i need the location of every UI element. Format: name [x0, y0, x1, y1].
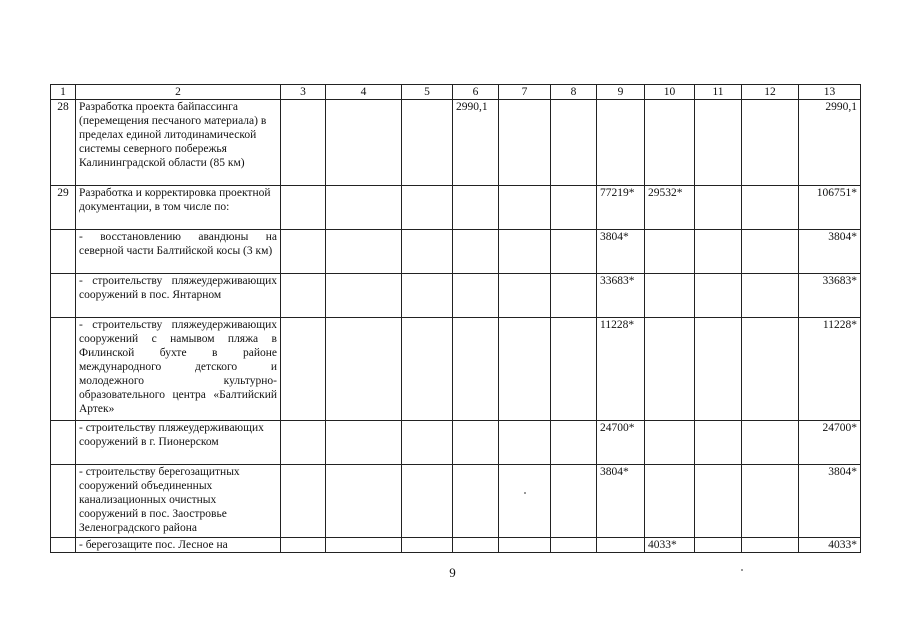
row-number — [51, 274, 76, 318]
empty-cell — [281, 100, 326, 186]
empty-cell — [326, 318, 402, 421]
row-description: Разработка и корректировка проектной документации, в том числе по: — [76, 186, 281, 230]
header-row — [51, 85, 861, 100]
empty-cell — [742, 274, 799, 318]
empty-cell — [551, 230, 597, 274]
empty-cell — [499, 465, 551, 538]
empty-cell — [742, 465, 799, 538]
empty-cell — [281, 230, 326, 274]
empty-cell — [326, 421, 402, 465]
row-description: - строительству берегозащитных сооружений объединенных канализационных очистных сооружений в пос. Заостровье Зеленоградского района — [76, 465, 281, 538]
col6-value: 2990,1 — [453, 100, 499, 186]
table-row — [51, 100, 861, 186]
col6-value — [453, 318, 499, 421]
col9-value — [597, 100, 645, 186]
row-number — [51, 421, 76, 465]
empty-cell — [695, 318, 742, 421]
empty-cell — [326, 186, 402, 230]
empty-cell — [551, 538, 597, 553]
empty-cell — [499, 186, 551, 230]
empty-cell — [402, 465, 453, 538]
header-cell: 11 — [695, 85, 742, 100]
empty-cell — [326, 538, 402, 553]
col10-value — [645, 100, 695, 186]
empty-cell — [499, 230, 551, 274]
total-value: 2990,1 — [799, 100, 861, 186]
empty-cell — [742, 100, 799, 186]
total-value: 3804* — [799, 230, 861, 274]
total-value: 11228* — [799, 318, 861, 421]
header-cell: 8 — [551, 85, 597, 100]
row-number — [51, 465, 76, 538]
empty-cell — [499, 100, 551, 186]
empty-cell — [551, 274, 597, 318]
row-description: Разработка проекта байпассинга (перемещения песчаного материала) в пределах единой литодинамической системы северного побережья Калининградской области (85 км) — [76, 100, 281, 186]
empty-cell — [499, 274, 551, 318]
empty-cell — [695, 100, 742, 186]
col6-value — [453, 465, 499, 538]
col9-value: 3804* — [597, 465, 645, 538]
empty-cell — [281, 318, 326, 421]
scan-speck — [524, 492, 526, 494]
header-cell: 2 — [76, 85, 281, 100]
row-description: - строительству пляжеудерживающих сооружений с намывом пляжа в Филинской бухте в районе международного детского и молодежного культурно-образовательного центра «Балтийский Артек» — [76, 318, 281, 421]
empty-cell — [695, 421, 742, 465]
empty-cell — [695, 230, 742, 274]
empty-cell — [326, 274, 402, 318]
empty-cell — [281, 538, 326, 553]
table-row — [51, 186, 861, 230]
col6-value — [453, 421, 499, 465]
total-value: 3804* — [799, 465, 861, 538]
empty-cell — [551, 318, 597, 421]
col6-value — [453, 186, 499, 230]
row-description: - восстановлению авандюны на северной части Балтийской косы (3 км) — [76, 230, 281, 274]
table-row — [51, 274, 861, 318]
empty-cell — [402, 274, 453, 318]
empty-cell — [402, 100, 453, 186]
col10-value: 29532* — [645, 186, 695, 230]
empty-cell — [742, 230, 799, 274]
header-cell: 7 — [499, 85, 551, 100]
col9-value: 77219* — [597, 186, 645, 230]
empty-cell — [281, 274, 326, 318]
col9-value: 33683* — [597, 274, 645, 318]
empty-cell — [551, 421, 597, 465]
empty-cell — [402, 538, 453, 553]
col10-value — [645, 274, 695, 318]
col6-value — [453, 230, 499, 274]
table-row — [51, 230, 861, 274]
row-number — [51, 318, 76, 421]
header-cell: 5 — [402, 85, 453, 100]
col6-value — [453, 538, 499, 553]
empty-cell — [326, 465, 402, 538]
empty-cell — [281, 186, 326, 230]
total-value: 24700* — [799, 421, 861, 465]
empty-cell — [551, 186, 597, 230]
empty-cell — [402, 421, 453, 465]
budget-table — [50, 84, 861, 553]
header-cell: 12 — [742, 85, 799, 100]
row-number — [51, 538, 76, 553]
header-cell: 13 — [799, 85, 861, 100]
header-cell: 3 — [281, 85, 326, 100]
col9-value: 3804* — [597, 230, 645, 274]
table-row — [51, 421, 861, 465]
empty-cell — [326, 100, 402, 186]
page-number: 9 — [449, 565, 456, 580]
total-value: 106751* — [799, 186, 861, 230]
empty-cell — [551, 465, 597, 538]
empty-cell — [281, 465, 326, 538]
col10-value — [645, 230, 695, 274]
empty-cell — [742, 538, 799, 553]
header-cell: 10 — [645, 85, 695, 100]
row-number: 28 — [51, 100, 76, 186]
empty-cell — [326, 230, 402, 274]
empty-cell — [742, 186, 799, 230]
col9-value: 24700* — [597, 421, 645, 465]
col10-value: 4033* — [645, 538, 695, 553]
row-description: - строительству пляжеудерживающих сооружений в г. Пионерском — [76, 421, 281, 465]
empty-cell — [695, 538, 742, 553]
col10-value — [645, 465, 695, 538]
empty-cell — [402, 318, 453, 421]
empty-cell — [742, 421, 799, 465]
header-cell: 9 — [597, 85, 645, 100]
empty-cell — [281, 421, 326, 465]
empty-cell — [499, 538, 551, 553]
header-cell: 1 — [51, 85, 76, 100]
scan-speck — [741, 569, 743, 571]
col6-value — [453, 274, 499, 318]
empty-cell — [742, 318, 799, 421]
total-value: 4033* — [799, 538, 861, 553]
total-value: 33683* — [799, 274, 861, 318]
empty-cell — [695, 186, 742, 230]
col10-value — [645, 421, 695, 465]
col9-value: 11228* — [597, 318, 645, 421]
empty-cell — [499, 421, 551, 465]
empty-cell — [551, 100, 597, 186]
row-description: - строительству пляжеудерживающих сооружений в пос. Янтарном — [76, 274, 281, 318]
col10-value — [645, 318, 695, 421]
row-number — [51, 230, 76, 274]
empty-cell — [402, 230, 453, 274]
empty-cell — [695, 274, 742, 318]
table-row — [51, 465, 861, 538]
table-row — [51, 318, 861, 421]
header-cell: 6 — [453, 85, 499, 100]
row-description: - берегозащите пос. Лесное на — [76, 538, 281, 553]
empty-cell — [695, 465, 742, 538]
empty-cell — [402, 186, 453, 230]
col9-value — [597, 538, 645, 553]
empty-cell — [499, 318, 551, 421]
table-row — [51, 538, 861, 553]
header-cell: 4 — [326, 85, 402, 100]
row-number: 29 — [51, 186, 76, 230]
